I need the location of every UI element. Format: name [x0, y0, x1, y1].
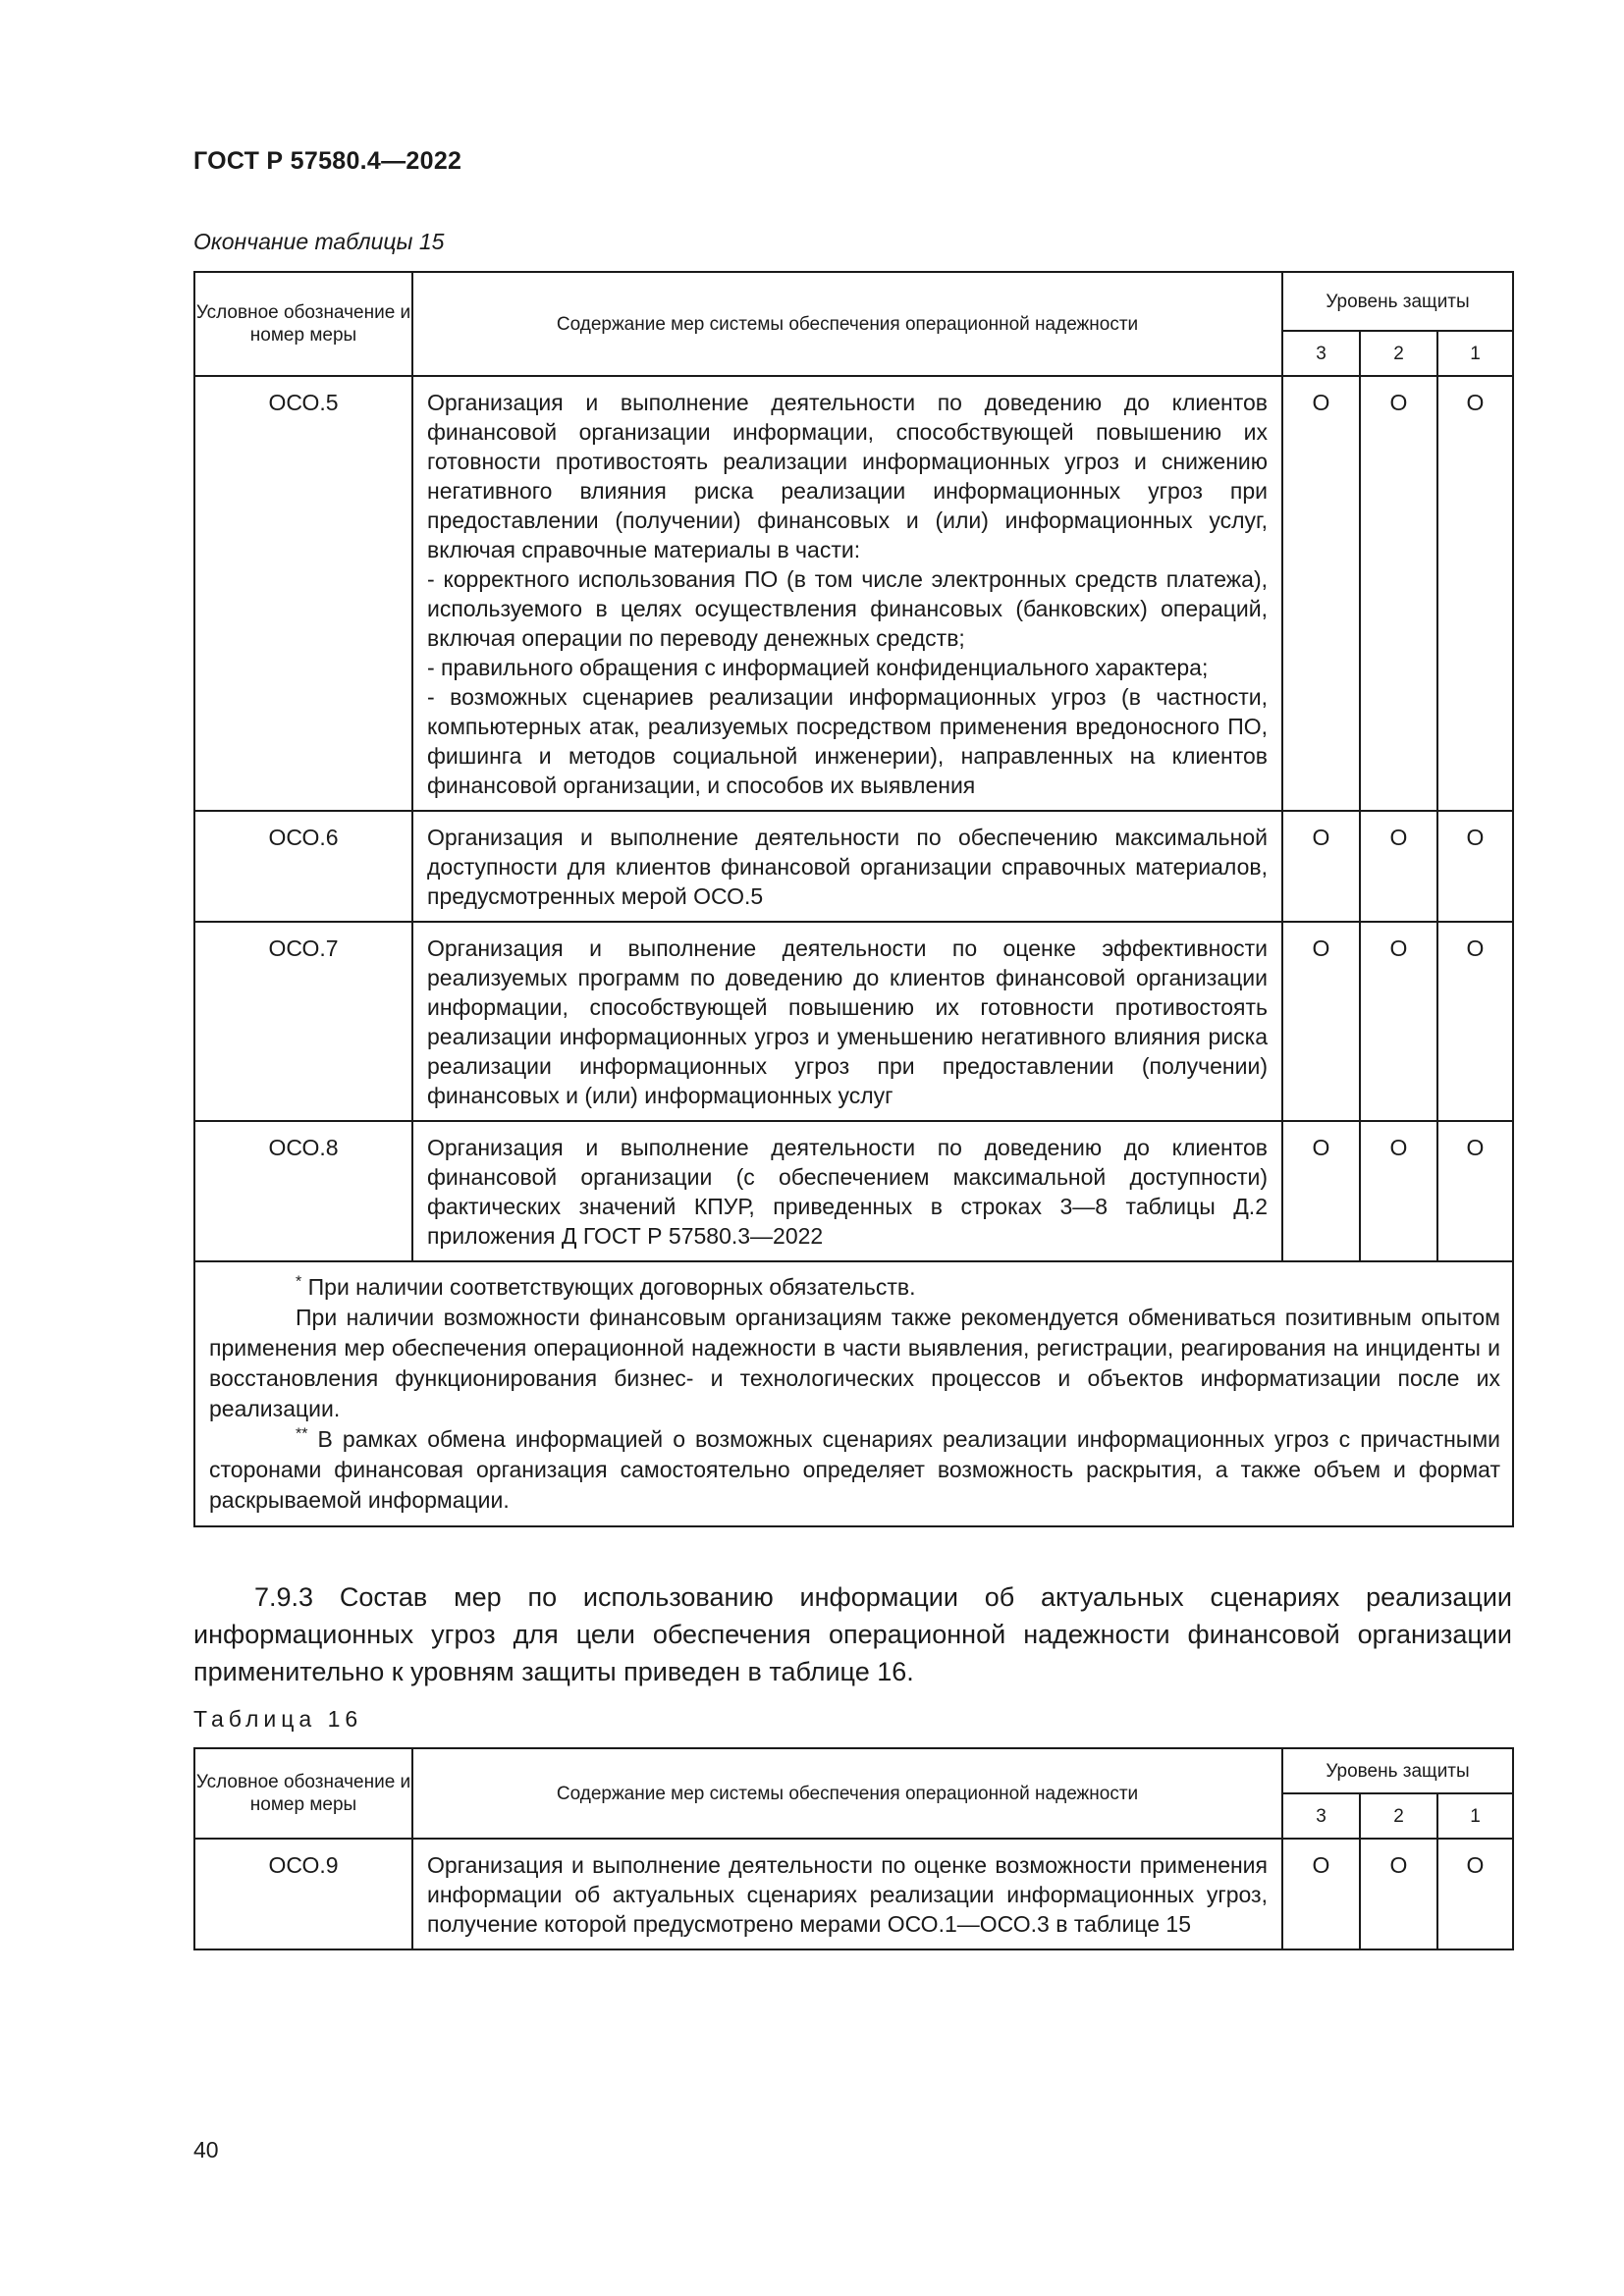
level-2-mark: О	[1360, 1839, 1437, 1949]
table15-caption: Окончание таблицы 15	[193, 229, 445, 254]
measure-code: ОСО.6	[194, 811, 412, 922]
measure-content	[412, 376, 1282, 811]
footnote-2	[209, 1424, 1500, 1516]
column-header-content: Содержание мер системы обеспечения операционной надежности	[412, 272, 1282, 376]
measure-paragraph: Организация и выполнение деятельности по обеспечению максимальной доступности для клиентов финансовой организации справочных материалов, предусмотренных мерой ОСО.5	[427, 825, 1268, 909]
document-header: ГОСТ Р 57580.4—2022	[193, 147, 462, 175]
table-row	[194, 922, 1513, 1121]
level-1-mark: О	[1437, 1839, 1513, 1949]
footnote-marker: *	[296, 1273, 302, 1291]
table-footnotes	[194, 1261, 1513, 1526]
footnote-paragraph: При наличии возможности финансовым организациям также рекомендуется обмениваться позитивным опытом применения мер обеспечения операционной надежности в части выявления, регистрации, реагирования на инциденты и восстановления функционирования бизнес- и технологических процессов и объектов информатизации после их реализации.	[209, 1305, 1500, 1421]
column-header-level-3: 3	[1282, 331, 1360, 376]
level-2-mark: О	[1360, 811, 1437, 922]
column-header-level: Уровень защиты	[1282, 1748, 1513, 1793]
measure-content	[412, 811, 1282, 922]
table16-caption: Таблица 16	[193, 1706, 363, 1732]
column-header-level-2: 2	[1360, 1793, 1437, 1839]
column-header-level-2: 2	[1360, 331, 1437, 376]
table-15	[193, 271, 1514, 1527]
measure-list-item: - корректного использования ПО (в том числе электронных средств платежа), используемого в целях осуществления финансовых (банковских) операций, включая операции по переводу денежных средств;	[427, 566, 1268, 651]
table-row	[194, 811, 1513, 922]
measure-paragraph: Организация и выполнение деятельности по доведению до клиентов финансовой организации информации, способствующей повышению их готовности противостоять реализации информационных угроз и снижению негативного влияния риска реализации информационных угроз при предоставлении (получении) финансовых и (или) информационных услуг, включая справочные материалы в части:	[427, 390, 1268, 562]
footnote-text: При наличии соответствующих договорных обязательств.	[307, 1274, 916, 1300]
measure-code: ОСО.7	[194, 922, 412, 1121]
measure-content	[412, 1839, 1282, 1949]
level-3-mark: О	[1282, 1839, 1360, 1949]
measure-paragraph: Организация и выполнение деятельности по доведению до клиентов финансовой организации (с обеспечением максимальной доступности) фактических значений КПУР, приведенных в строках 3—8 таблицы Д.2 приложения Д ГОСТ Р 57580.3—2022	[427, 1135, 1268, 1249]
measure-code: ОСО.5	[194, 376, 412, 811]
column-header-level-1: 1	[1437, 1793, 1513, 1839]
footnote-marker: **	[296, 1425, 308, 1443]
body-paragraph: 7.9.3 Состав мер по использованию информации об актуальных сценариях реализации информационных угроз для цели обеспечения операционной надежности финансовой организации применительно к уровням защиты приведен в таблице 16.	[193, 1582, 1512, 1686]
column-header-content: Содержание мер системы обеспечения операционной надежности	[412, 1748, 1282, 1839]
measure-paragraph: Организация и выполнение деятельности по оценке возможности применения информации об актуальных сценариях реализации информационных угроз, получение которой предусмотрено мерами ОСО.1—ОСО.3 в таблице 15	[427, 1852, 1268, 1937]
level-2-mark: О	[1360, 1121, 1437, 1261]
table-row	[194, 1839, 1513, 1949]
measure-list-item: - правильного обращения с информацией конфиденциального характера;	[427, 655, 1209, 680]
level-3-mark: О	[1282, 811, 1360, 922]
level-1-mark: О	[1437, 376, 1513, 811]
footnotes-row	[194, 1261, 1513, 1526]
level-1-mark: О	[1437, 811, 1513, 922]
table-row	[194, 376, 1513, 811]
level-3-mark: О	[1282, 1121, 1360, 1261]
footnote-text: В рамках обмена информацией о возможных сценариях реализации информационных угроз с причастными сторонами финансовая организация самостоятельно определяет возможность раскрытия, а также объем и формат раскрываемой информации.	[209, 1426, 1500, 1513]
measure-content	[412, 1121, 1282, 1261]
column-header-level: Уровень защиты	[1282, 272, 1513, 331]
column-header-code: Условное обозначение и номер меры	[194, 1748, 412, 1839]
column-header-level-3: 3	[1282, 1793, 1360, 1839]
level-2-mark: О	[1360, 922, 1437, 1121]
level-1-mark: О	[1437, 922, 1513, 1121]
level-1-mark: О	[1437, 1121, 1513, 1261]
level-3-mark: О	[1282, 376, 1360, 811]
footnote-1	[209, 1272, 1500, 1303]
column-header-code: Условное обозначение и номер меры	[194, 272, 412, 376]
level-3-mark: О	[1282, 922, 1360, 1121]
table-16	[193, 1747, 1514, 1950]
level-2-mark: О	[1360, 376, 1437, 811]
measure-paragraph: Организация и выполнение деятельности по оценке эффективности реализуемых программ по доведению до клиентов финансовой организации информации, способствующей повышению их готовности противостоять реализации информационных угроз и уменьшению негативного влияния риска реализации информационных угроз при предоставлении (получении) финансовых и (или) информационных услуг	[427, 935, 1268, 1108]
measure-code: ОСО.8	[194, 1121, 412, 1261]
column-header-level-1: 1	[1437, 331, 1513, 376]
page-number: 40	[193, 2137, 219, 2163]
measure-list-item: - возможных сценариев реализации информационных угроз (в частности, компьютерных атак, реализуемых посредством применения вредоносного ПО, фишинга и методов социальной инженерии), направленных на клиентов финансовой организации, и способов их выявления	[427, 684, 1268, 798]
measure-content	[412, 922, 1282, 1121]
measure-code: ОСО.9	[194, 1839, 412, 1949]
table-row	[194, 1121, 1513, 1261]
